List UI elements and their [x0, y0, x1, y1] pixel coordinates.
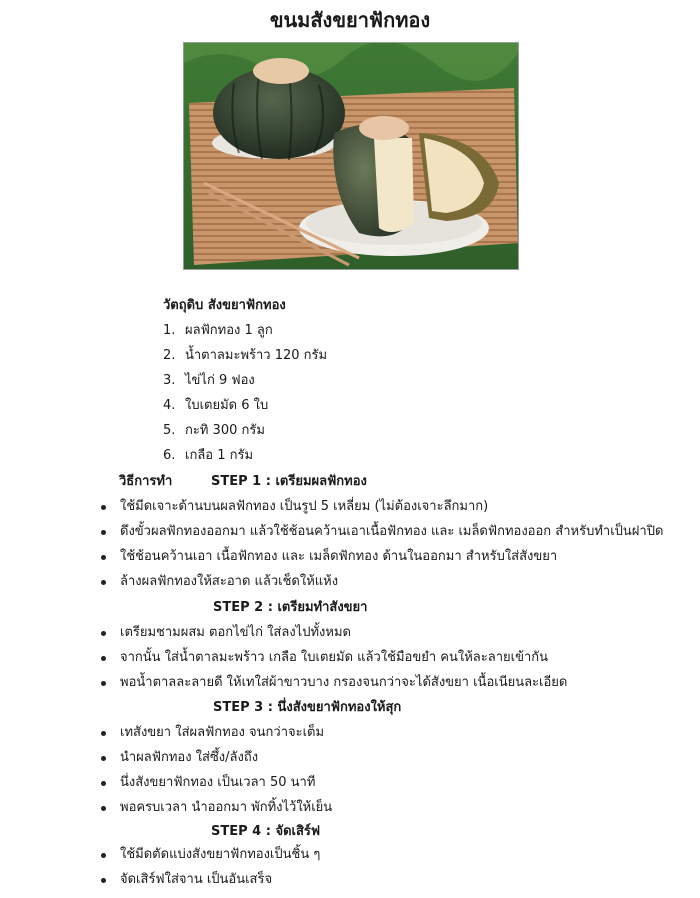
- list-item: พอครบเวลา นำออกมา พักทิ้งไว้ให้เย็น: [97, 795, 332, 820]
- list-item: นึ่งสังขยาฟักทอง เป็นเวลา 50 นาที: [97, 770, 332, 795]
- step-2-list: [97, 620, 567, 695]
- pumpkin-custard-photo: [183, 42, 519, 270]
- page-title: ขนมสังขยาฟักทอง: [269, 8, 431, 32]
- step-3-title: STEP 3 : นึ่งสังขยาฟักทองให้สุก: [213, 700, 402, 715]
- step-1-title: STEP 1 : เตรียมผลฟักทอง: [211, 474, 367, 489]
- step-1-list: [97, 494, 663, 594]
- list-item: ใช้มีดเจาะด้านบนผลฟักทอง เป็นรูป 5 เหลี่ยม (ไม่ต้องเจาะลึกมาก): [97, 494, 663, 519]
- ingredient-item: 6. เกลือ 1 กรัม: [163, 448, 254, 463]
- ingredient-item: 5. กะทิ 300 กรัม: [163, 423, 265, 438]
- step-4-title: STEP 4 : จัดเสิร์ฟ: [211, 824, 321, 839]
- list-item: ล้างผลฟักทองให้สะอาด แล้วเช็ดให้แห้ง: [97, 569, 663, 594]
- list-item: ดึงขั้วผลฟักทองออกมา แล้วใช้ช้อนคว้านเอาเนื้อฟักทอง และ เมล็ดฟักทองออก สำหรับทำเป็นฝาปิด: [97, 519, 663, 544]
- list-item: ใช้มีดตัดแบ่งสังขยาฟักทองเป็นชิ้น ๆ: [97, 842, 320, 867]
- step-3-list: [97, 720, 332, 820]
- ingredients-list: [163, 318, 327, 468]
- list-item: พอน้ำตาลละลายดี ให้เทใส่ผ้าขาวบาง กรองจนกว่าจะได้สังขยา เนื้อเนียนละเอียด: [97, 670, 567, 695]
- list-item: เตรียมชามผสม ตอกไข่ไก่ ใส่ลงไปทั้งหมด: [97, 620, 567, 645]
- list-item: เทสังขยา ใส่ผลฟักทอง จนกว่าจะเต็ม: [97, 720, 332, 745]
- list-item: จากนั้น ใส่น้ำตาลมะพร้าว เกลือ ใบเตยมัด แล้วใช้มือขยำ คนให้ละลายเข้ากัน: [97, 645, 567, 670]
- step-2-title: STEP 2 : เตรียมทำสังขยา: [213, 600, 368, 615]
- ingredient-item: 2. น้ำตาลมะพร้าว 120 กรัม: [163, 348, 328, 363]
- ingredient-item: 4. ใบเตยมัด 6 ใบ: [163, 398, 269, 413]
- list-item: จัดเสิร์ฟใส่จาน เป็นอันเสร็จ: [97, 867, 320, 892]
- list-item: ใช้ช้อนคว้านเอา เนื้อฟักทอง และ เมล็ดฟักทอง ด้านในออกมา สำหรับใส่สังขยา: [97, 544, 663, 569]
- ingredient-item: 3. ไข่ไก่ 9 ฟอง: [163, 373, 255, 388]
- ingredients-heading: วัตถุดิบ สังขยาฟักทอง: [163, 298, 286, 313]
- list-item: นำผลฟักทอง ใส่ซึ้ง/ลังถึง: [97, 745, 332, 770]
- ingredient-item: 1. ผลฟักทอง 1 ลูก: [163, 323, 273, 338]
- method-label: วิธีการทำ: [119, 474, 173, 489]
- step-4-list: [97, 842, 320, 892]
